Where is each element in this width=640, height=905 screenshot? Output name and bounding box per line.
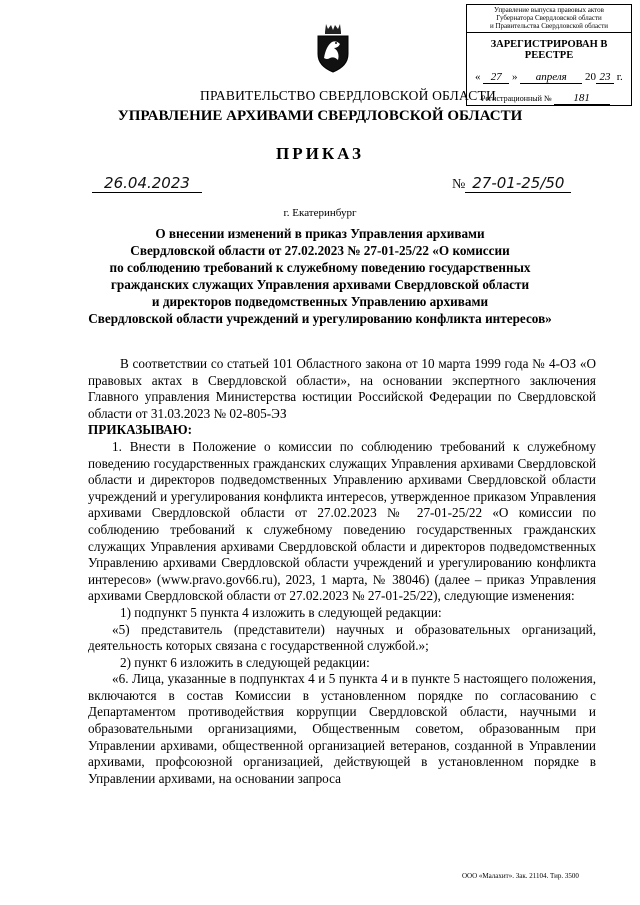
stamp-reg-label: Регистрационный xyxy=(481,94,542,103)
government-name: ПРАВИТЕЛЬСТВО СВЕРДЛОВСКОЙ ОБЛАСТИ xyxy=(200,88,496,103)
order-word: ПРИКАЗЫВАЮ: xyxy=(88,422,192,438)
coat-of-arms-icon xyxy=(314,22,352,74)
stamp-header-line: Губернатора Свердловской области xyxy=(496,14,602,22)
preamble-paragraph: В соответствии со статьей 101 Областного закона от 10 марта 1999 года № 4-ОЗ «О правовых актах в Свердловской области», на основании экспертного заключения Главного управления Министерства юстиции Российской Федерации по Свердловской области от 31.03.2023 № 02-805-ЭЗ xyxy=(88,356,596,421)
order-date-value: 26.04.2023 xyxy=(92,174,202,193)
title-line: и директоров подведомственных Управлению архивами xyxy=(151,294,489,309)
stamp-registration xyxy=(481,92,631,105)
quote-2: «6. Лица, указанные в подпунктах 4 и 5 пункта 4 и в пункте 5 настоящего положения, включаются в состав Комиссии в установленном порядке по согласованию с Департаментом противодействия коррупции Свердловской области, научными и образовательными организациями, Общественным советом, образованным при Управлении архивами, общественной организацией ветеранов, созданной в Управлении архивами, профсоюзной организацией, действующей в установленном порядке в Управлении архивами, на основании запроса xyxy=(88,671,596,786)
stamp-year-prefix: 20 xyxy=(585,71,596,83)
stamp-header xyxy=(467,5,631,33)
subitem-1: 1) подпункт 5 пункта 4 изложить в следующей редакции: xyxy=(120,604,442,620)
stamp-date xyxy=(475,71,631,84)
document-type: ПРИКАЗ xyxy=(276,144,364,163)
stamp-reg-number: 181 xyxy=(554,92,610,105)
title-line: по соблюдению требований к служебному поведению государственных xyxy=(109,260,531,275)
title-line: гражданских служащих Управления архивами Свердловской области xyxy=(110,277,530,292)
printer-footer: ООО «Малахит». Зак. 21104. Тир. 3500 xyxy=(462,872,579,880)
title-line: Свердловской области от 27.02.2023 № 27-01-25/22 «О комиссии xyxy=(130,243,510,258)
stamp-reg-no-label: № xyxy=(543,94,552,103)
subitem-2: 2) пункт 6 изложить в следующей редакции: xyxy=(120,654,370,670)
title-line: Свердловской области учреждений и урегулированию конфликта интересов» xyxy=(88,311,552,326)
stamp-month: апреля xyxy=(520,71,582,84)
order-number-value: 27-01-25/50 xyxy=(465,174,571,193)
item-1-paragraph: 1. Внести в Положение о комиссии по соблюдению требований к служебному поведению государственных гражданских служащих Управления архивами Свердловской области и директоров подведомственных Управлению архивами Свердловской области учреждений и урегулирования конфликта интересов, утвержденное приказом Управления архивами Свердловской области от 27.02.2023 № 27-01-25/22 «О комиссии по соблюдению требований к служебному поведению государственных гражданских служащих Управления архивами Свердловской области и директоров подведомственных Управлению архивами Свердловской области учреждений и урегулированию конфликта интересов» (www.pravo.gov66.ru), 2023, 1 марта, № 38046) (далее – приказ Управления архивами Свердловской области от 27.02.2023 № 27-01-25/22), следующие изменения: xyxy=(88,438,596,604)
order-date xyxy=(92,174,202,193)
stamp-title: ЗАРЕГИСТРИРОВАН В РЕЕСТРЕ xyxy=(490,39,608,61)
city: г. Екатеринбург xyxy=(283,207,357,219)
document-body xyxy=(88,356,596,787)
stamp-year-suffix: 23 xyxy=(596,71,614,84)
stamp-day: 27 xyxy=(483,71,509,84)
quote-open: « xyxy=(475,71,481,83)
stamp-year-abbr: г. xyxy=(616,71,623,83)
stamp-header-line: Управление выпуска правовых актов xyxy=(494,6,604,14)
quote-1: «5) представитель (представители) научных и образовательных организаций, деятельность которых связана с государственной службой.»; xyxy=(88,621,596,654)
order-number-label: № xyxy=(452,177,466,192)
title-line: О внесении изменений в приказ Управления архивами xyxy=(155,226,485,241)
order-number xyxy=(452,174,571,193)
stamp-header-line: и Правительства Свердловской области xyxy=(489,22,609,30)
department-name: УПРАВЛЕНИЕ АРХИВАМИ СВЕРДЛОВСКОЙ ОБЛАСТИ xyxy=(117,108,523,124)
document-title xyxy=(60,225,580,327)
quote-close: » xyxy=(512,71,518,83)
